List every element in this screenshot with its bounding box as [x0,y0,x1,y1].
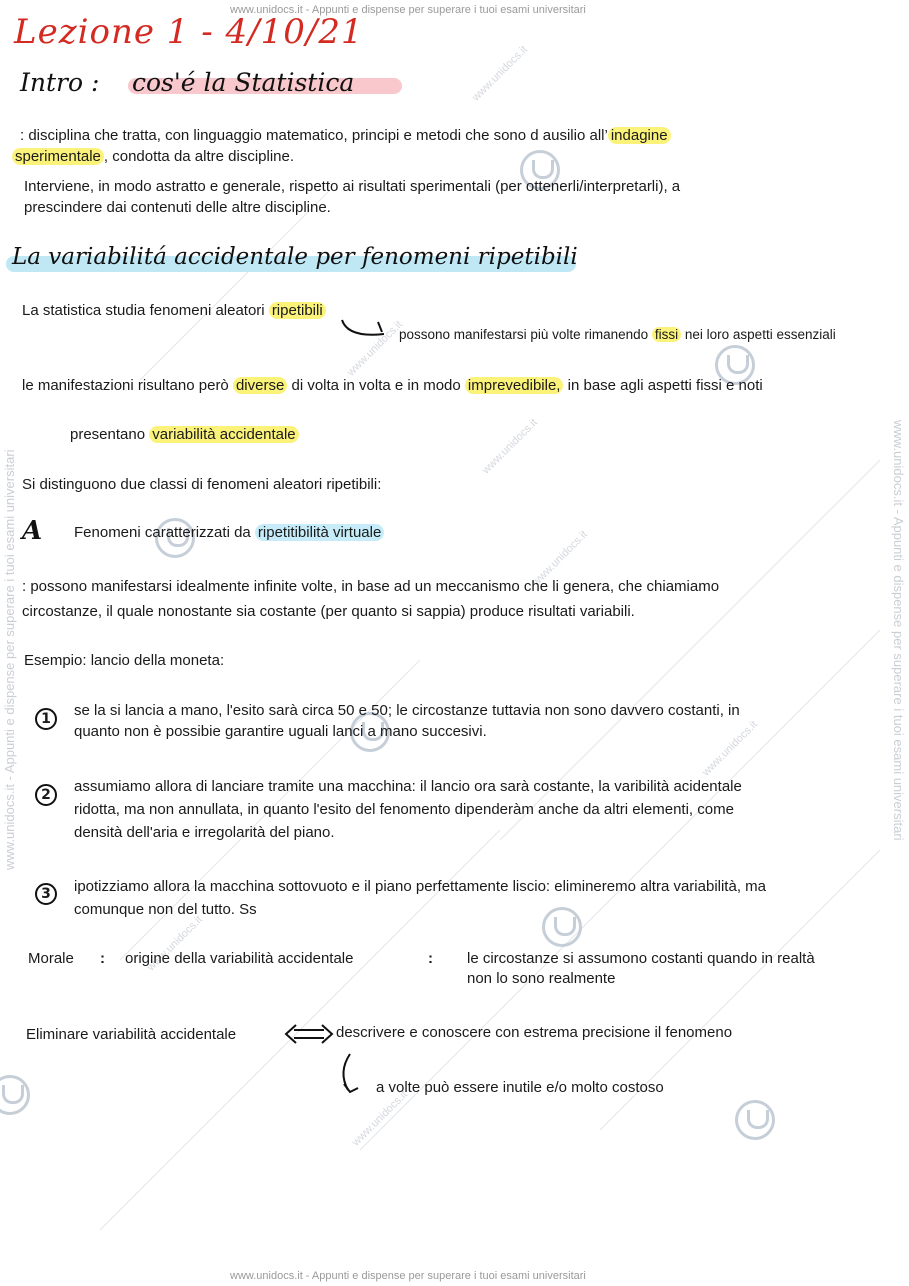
class-a-definition-line1: : possono manifestarsi idealmente infinite volte, in base ad un meccanismo che li genera, che chiamiamo [22,578,720,595]
item-number-2: 2 [35,784,57,806]
class-a-letter: A [22,516,43,546]
watermark-diag: www.unidocs.it [350,1088,410,1149]
class-a-definition-line2: circostanze, il quale nonostante sia costante (per quanto si sappia) produce risultati variabili. [22,603,635,620]
intro-paragraph-line2: prescindere dai contenuti delle altre discipline. [24,199,331,216]
intro-definition-line2: sperimentale , condotta da altre discipline. [12,146,294,167]
item-number-1: 1 [35,708,57,730]
item-1-line2: quanto non è possibie garantire uguali lanci a mano succesivi. [74,723,487,740]
manifestazioni-line: le manifestazioni risultano però diverse di volta in volta e in modo imprevedibile, in base agli aspetti fissi e noti [22,377,763,394]
class-a-line: Fenomeni caratterizzati da ripetitibilità virtuale [74,522,384,543]
page-title: Lezione 1 - 4/10/21 [14,12,364,52]
highlight-indagine: indagine [608,127,671,144]
watermark-logo-icon [735,1100,775,1140]
watermark-logo-icon [542,907,582,947]
item-2-line1: assumiamo allora di lanciare tramite una macchina: il lancio ora sarà costante, la varibilità acidentale [74,778,742,795]
watermark-diag: www.unidocs.it [530,528,590,589]
conclusion-left: Eliminare variabilità accidentale [26,1026,237,1043]
watermark-diag: www.unidocs.it [470,43,530,104]
watermark-right: www.unidocs.it - Appunti e dispense per superare i tuoi esami universitari [891,420,906,841]
ripetibili-note: possono manifestarsi più volte rimanendo fissi nei loro aspetti essenziali [399,327,836,342]
watermark-diag: www.unidocs.it [700,718,760,779]
watermark-left: www.unidocs.it - Appunti e dispense per superare i tuoi esami universitari [2,449,17,870]
watermark-diag: www.unidocs.it [480,416,540,477]
item-3-line1: ipotizziamo allora la macchina sottovuoto e il piano perfettamente liscio: elimineremo altra variabilità, ma [74,878,766,895]
item-2-line3: densità dell'aria e irregolarità del piano. [74,824,335,841]
morale-separator: : [100,950,105,967]
variabilita-line: presentano variabilità accidentale [70,424,299,445]
curved-arrow-icon [338,1052,368,1098]
section-heading: La variabilitá accidentale per fenomeni ripetibili [12,244,578,270]
double-arrow-icon [284,1024,334,1044]
watermark-top: www.unidocs.it - Appunti e dispense per superare i tuoi esami universitari [230,4,586,16]
classi-line: Si distinguono due classi di fenomeni aleatori ripetibili: [22,476,382,493]
highlight-fissi: fissi [652,327,681,342]
highlight-ripetibili: ripetibili [269,302,326,319]
morale-separator: : [428,950,433,967]
watermark-bottom: www.unidocs.it - Appunti e dispense per superare i tuoi esami universitari [230,1270,586,1282]
item-3-line2: comunque non del tutto. Ss [74,901,257,918]
morale-text-line2: non lo sono realmente [467,970,616,987]
highlight-ripetitibilita: ripetitibilità virtuale [255,524,384,541]
morale-label: Morale [28,950,74,967]
highlight-diverse: diverse [233,377,287,394]
highlight-sperimentale: sperimentale [12,148,104,165]
intro-paragraph-line1: Interviene, in modo astratto e generale, rispetto ai risultati sperimentali (per ottenerli/interpretarli), a [24,178,681,195]
example-heading: Esempio: lancio della moneta: [24,652,225,669]
item-1-line1: se la si lancia a mano, l'esito sarà circa 50 e 50; le circostanze tuttavia non sono davvero costanti, in [74,702,740,719]
conclusion-right: descrivere e conoscere con estrema precisione il fenomeno [336,1024,733,1041]
morale-text-line1: le circostanze si assumono costanti quando in realtà [467,950,815,967]
intro-definition-line1: : disciplina che tratta, con linguaggio matematico, principi e metodi che sono d ausilio all’ indagine [20,125,671,146]
conclusion-note: a volte può essere inutile e/o molto costoso [376,1079,664,1096]
watermark-diag: www.unidocs.it [145,913,205,974]
intro-heading-highlight: cos'é la Statistica [132,68,355,97]
watermark-diag: www.unidocs.it [345,318,405,379]
item-number-3: 3 [35,883,57,905]
item-2-line2: ridotta, ma non annullata, in quanto l'esito del fenomento dipenderàm anche da altri elementi, come [74,801,734,818]
arrow-hook-icon [340,318,400,348]
morale-origin: origine della variabilità accidentale [125,950,354,967]
highlight-imprevedibile: imprevedibile, [465,377,564,394]
highlight-variabilita: variabilità accidentale [149,426,298,443]
statistica-line: La statistica studia fenomeni aleatori ripetibili [22,300,326,321]
intro-heading-prefix: Intro : [20,68,100,97]
